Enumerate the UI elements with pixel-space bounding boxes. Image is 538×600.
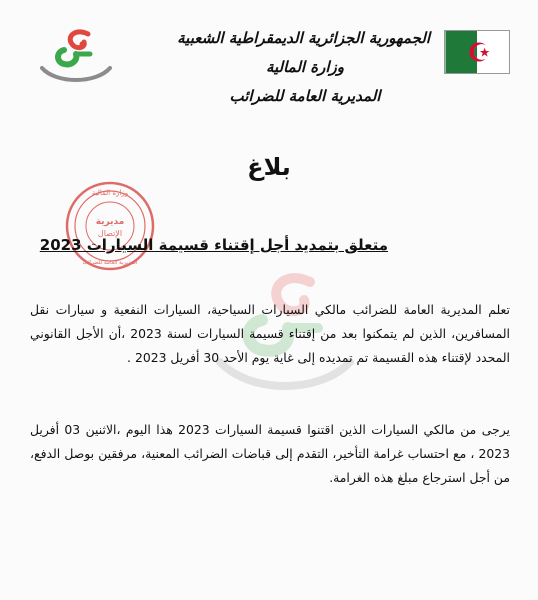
body-paragraph-1: تعلم المديرية العامة للضرائب مالكي السيارات السياحية، السيارات النفعية و سيارات نقل المسافرين، الذين لم يتمكنوا بعد من إقتناء قسيمة السيارات لسنة 2023 ،أن الأجل القانوني المحدد لإقتناء هذه القسيمة تم تمديده إلى غاية يوم الأحد 30 أفريل 2023 . [30, 302, 510, 365]
stamp-center-line1: مديرية [95, 217, 125, 227]
institution-header [177, 24, 430, 111]
header-republic: الجمهورية الجزائرية الديمقراطية الشعبية [177, 29, 430, 47]
algeria-flag-icon [444, 30, 510, 74]
announcement-subject: متعلق بتمديد أجل إقتناء قسيمة السيارات 2023 [39, 236, 388, 254]
header-directorate: المديرية العامة للضرائب [229, 87, 381, 105]
stamp-ring-top: وزارة المالية [91, 189, 129, 197]
header-ministry: وزارة المالية [265, 58, 345, 76]
stamp-center-line2: الإتصال [97, 229, 123, 238]
official-stamp-icon [64, 180, 156, 272]
announcement-title: بلاغ [247, 153, 291, 181]
stamp-ring-bottom: المديرية العامة للضرائب [82, 260, 138, 266]
body-paragraph-2: يرجى من مالكي السيارات الذين اقتنوا قسيمة السيارات 2023 هذا اليوم ،الاثنين 03 أفريل 2023 ، مع احتساب غرامة التأخير، التقدم إلى قباضات الضرائب المعنية، مرفقين بوصل الدفع، من أجل استرجاع مبلغ هذه الغرامة. [30, 422, 510, 485]
dgi-logo-icon [36, 26, 116, 88]
